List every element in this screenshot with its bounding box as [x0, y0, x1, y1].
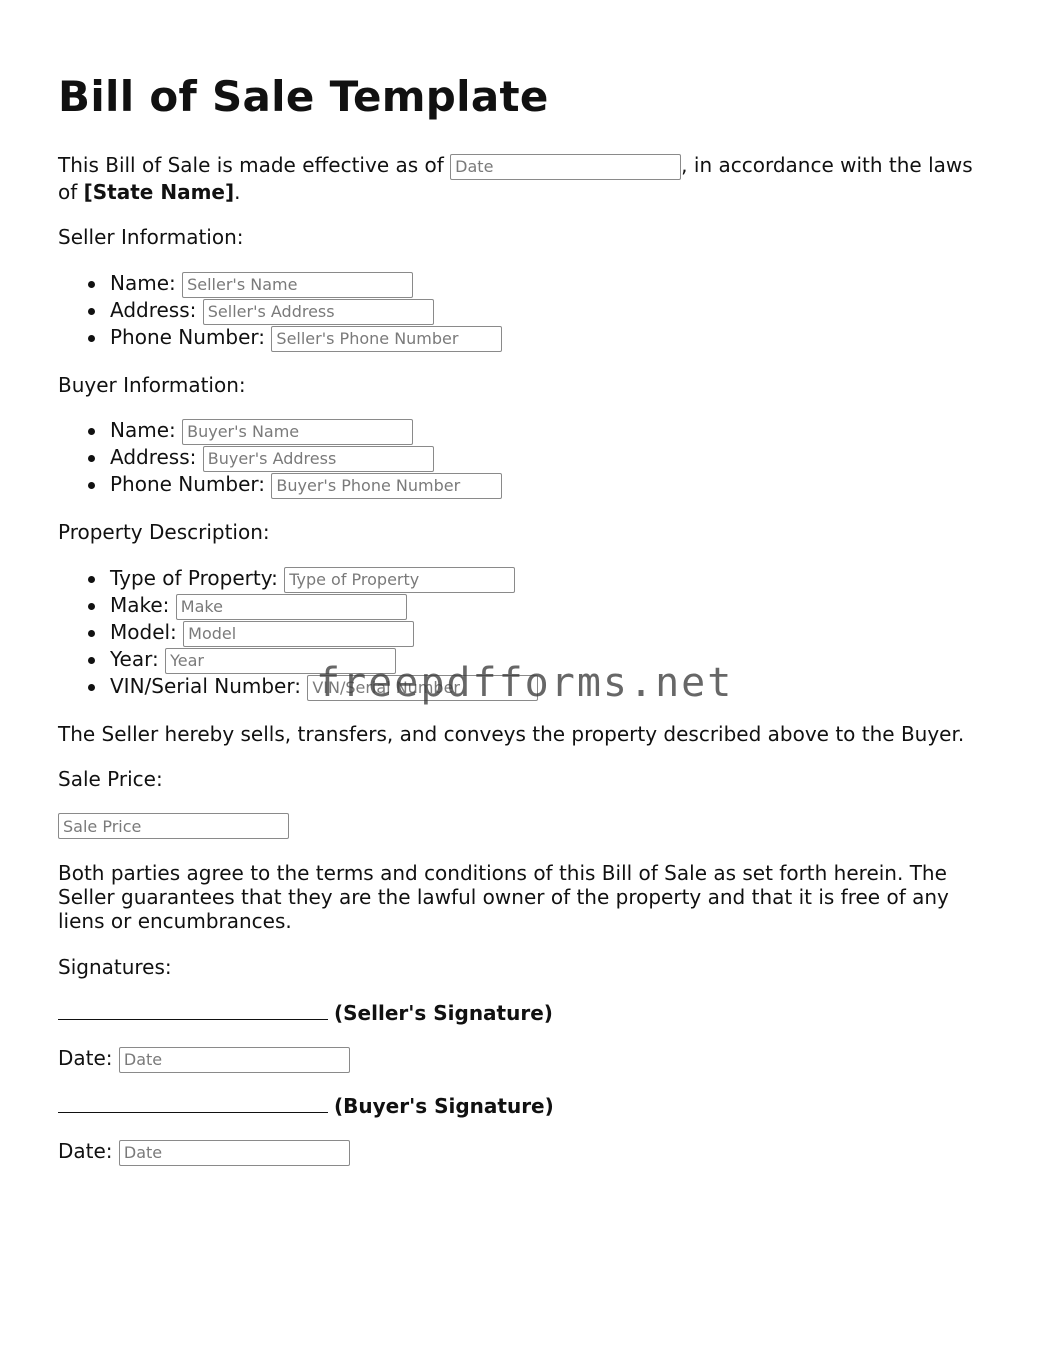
- model-input[interactable]: [183, 621, 414, 647]
- vin-input[interactable]: [307, 675, 538, 701]
- list-item: [58, 444, 502, 471]
- seller-date-label: Date:: [58, 1046, 113, 1070]
- seller-heading: Seller Information:: [58, 225, 244, 249]
- buyer-heading: Buyer Information:: [58, 373, 246, 397]
- list-item: [58, 417, 502, 444]
- list-item: [58, 324, 502, 351]
- watermark-text: freepdfforms.net: [316, 660, 734, 706]
- list-item: [58, 471, 502, 498]
- seller-signature-line: [58, 999, 553, 1026]
- seller-address-label: Address:: [110, 298, 197, 322]
- seller-info-list: [58, 270, 502, 351]
- seller-address-input[interactable]: [203, 299, 434, 325]
- property-type-input[interactable]: [284, 567, 515, 593]
- list-item: [58, 592, 538, 619]
- transfer-statement: The Seller hereby sells, transfers, and conveys the property described above to the Buyer.: [58, 722, 965, 746]
- seller-date-input[interactable]: [119, 1047, 350, 1073]
- list-item: [58, 646, 538, 673]
- seller-signature-field[interactable]: [58, 999, 328, 1020]
- buyer-name-input[interactable]: [182, 419, 413, 445]
- intro-of: of: [58, 180, 84, 204]
- list-item: [58, 619, 538, 646]
- model-label: Model:: [110, 620, 177, 644]
- seller-name-input[interactable]: [182, 272, 413, 298]
- buyer-address-label: Address:: [110, 445, 197, 469]
- seller-phone-input[interactable]: [271, 326, 502, 352]
- buyer-signature-line: [58, 1092, 554, 1119]
- vin-label: VIN/Serial Number:: [110, 674, 301, 698]
- intro-period: .: [234, 180, 241, 204]
- intro-line-2: [58, 179, 240, 205]
- property-heading: Property Description:: [58, 520, 270, 544]
- make-input[interactable]: [176, 594, 407, 620]
- seller-name-label: Name:: [110, 271, 176, 295]
- seller-date-line: [58, 1045, 350, 1073]
- make-label: Make:: [110, 593, 170, 617]
- buyer-phone-input[interactable]: [271, 473, 502, 499]
- buyer-address-input[interactable]: [203, 446, 434, 472]
- sale-price-heading: Sale Price:: [58, 767, 163, 791]
- buyer-date-label: Date:: [58, 1139, 113, 1163]
- buyer-signature-label: (Buyer's Signature): [334, 1094, 554, 1118]
- list-item: [58, 673, 538, 700]
- buyer-date-line: [58, 1138, 350, 1166]
- list-item: [58, 297, 502, 324]
- property-info-list: [58, 565, 538, 700]
- seller-phone-label: Phone Number:: [110, 325, 266, 349]
- year-label: Year:: [110, 647, 159, 671]
- signatures-heading: Signatures:: [58, 955, 172, 979]
- list-item: [58, 565, 538, 592]
- buyer-signature-field[interactable]: [58, 1092, 328, 1113]
- property-type-label: Type of Property:: [110, 566, 278, 590]
- buyer-info-list: [58, 417, 502, 498]
- state-name: [State Name]: [83, 180, 235, 204]
- seller-signature-label: (Seller's Signature): [334, 1001, 553, 1025]
- page-title: Bill of Sale Template: [58, 72, 549, 121]
- year-input[interactable]: [165, 648, 396, 674]
- sale-price-field-wrap: [58, 813, 289, 839]
- buyer-phone-label: Phone Number:: [110, 472, 266, 496]
- effective-date-input[interactable]: [450, 154, 681, 180]
- intro-text-after: , in accordance with the laws: [681, 153, 973, 177]
- buyer-name-label: Name:: [110, 418, 176, 442]
- intro-text: This Bill of Sale is made effective as of: [58, 153, 444, 177]
- terms-paragraph: Both parties agree to the terms and conditions of this Bill of Sale as set forth herein. The Seller guarantees that they are the lawful owner of the property and that it is free of any liens or encumbrances.: [58, 861, 949, 933]
- buyer-date-input[interactable]: [119, 1140, 350, 1166]
- list-item: [58, 270, 502, 297]
- sale-price-input[interactable]: [58, 813, 289, 839]
- intro-line-1: [58, 152, 973, 180]
